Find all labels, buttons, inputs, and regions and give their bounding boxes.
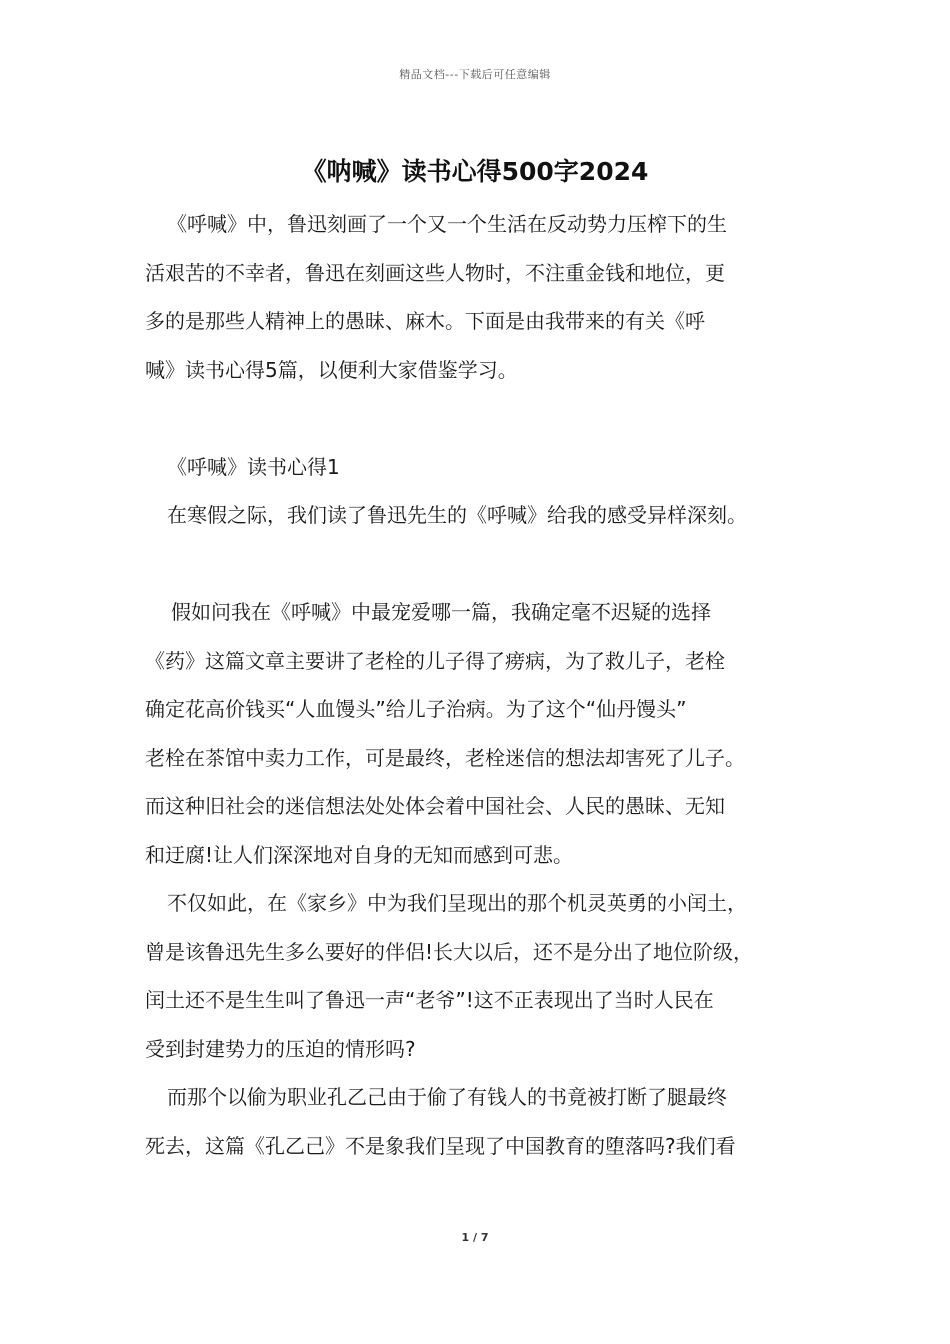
paragraph-line: 和迂腐!让人们深深地对自身的无知而感到可悲。 <box>145 842 574 867</box>
paragraph-line: 假如问我在《呼喊》中最宠爱哪一篇，我确定毫不迟疑的选择 <box>171 600 711 624</box>
paragraph-line: 老栓在茶馆中卖力工作，可是最终，老栓迷信的想法却害死了儿子。 <box>145 745 745 770</box>
paragraph-line: 不仅如此，在《家乡》中为我们呈现出的那个机灵英勇的小闰土， <box>167 891 747 915</box>
spacer <box>145 394 815 443</box>
paragraph-line: 在寒假之际，我们读了鲁迅先生的《呼喊》给我的感受异样深刻。 <box>167 503 747 527</box>
intro-paragraph <box>145 200 815 394</box>
paragraph-line: 闰土还不是生生叫了鲁迅一声“老爷”!这不正表现出了当时人民在 <box>145 988 714 1012</box>
paragraph-2 <box>145 588 815 879</box>
paragraph-line: 《呼喊》中，鲁迅刻画了一个又一个生活在反动势力压榨下的生 <box>167 212 727 236</box>
paragraph-1 <box>145 491 815 540</box>
document-body <box>145 200 815 1170</box>
paragraph-line: 《药》这篇文章主要讲了老栓的儿子得了痨病，为了救儿子，老栓 <box>145 648 725 673</box>
paragraph-line: 活艰苦的不幸者，鲁迅在刻画这些人物时，不注重金钱和地位，更 <box>145 260 725 285</box>
paragraph-line: 曾是该鲁迅先生多么要好的伴侣!长大以后，还不是分出了地位阶级， <box>145 939 754 964</box>
document-title: 《呐喊》读书心得500字2024 <box>301 157 649 186</box>
paragraph-line: 而这种旧社会的迷信想法处处体会着中国社会、人民的愚昧、无知 <box>145 794 725 818</box>
paragraph-line: 喊》读书心得5篇，以便利大家借鉴学习。 <box>145 357 518 382</box>
section-heading: 《呼喊》读书心得1 <box>167 454 340 479</box>
header-note: 精品文档---下载后可任意编辑 <box>399 68 551 81</box>
spacer <box>145 540 815 589</box>
paragraph-line: 受到封建势力的压迫的情形吗? <box>145 1036 416 1061</box>
paragraph-line: 死去，这篇《孔乙己》不是象我们呈现了中国教育的堕落吗?我们看 <box>145 1133 736 1158</box>
paragraph-line: 确定花高价钱买“人血馒头”给儿子治病。为了这个“仙丹馒头” <box>145 697 687 721</box>
paragraph-line: 而那个以偷为职业孔乙己由于偷了有钱人的书竟被打断了腿最终 <box>167 1085 727 1109</box>
paragraph-3 <box>145 879 815 1073</box>
paragraph-line: 多的是那些人精神上的愚昧、麻木。下面是由我带来的有关《呼 <box>145 309 705 333</box>
paragraph-4 <box>145 1073 815 1170</box>
page-number: 1 / 7 <box>461 1231 489 1244</box>
